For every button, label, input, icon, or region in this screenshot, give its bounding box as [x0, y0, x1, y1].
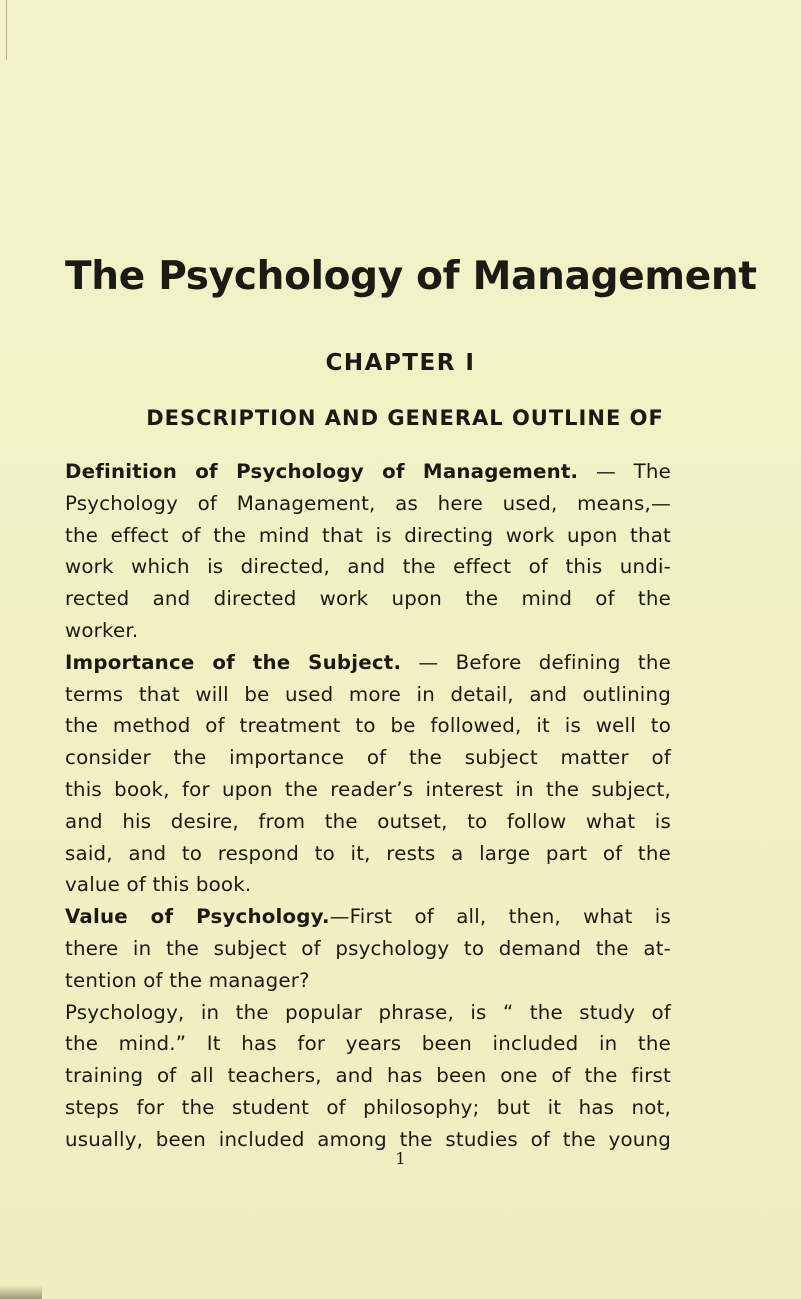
text-line: — The: [578, 460, 671, 483]
paragraph-heading: Definition of Psychology of Management.: [65, 460, 579, 483]
chapter-title: DESCRIPTION AND GENERAL OUTLINE OF: [146, 406, 664, 430]
text-line: this book, for upon the reader’s interest in the subject,: [65, 777, 671, 801]
text-line: the method of treatment to be followed, it is well to: [65, 714, 671, 738]
text-line: worker.: [65, 618, 139, 642]
text-line: there in the subject of psychology to demand the at-: [65, 936, 671, 960]
paragraph-3-line-1: [65, 901, 671, 933]
paragraph-1-line-1: [65, 456, 671, 488]
page-number: 1: [395, 1149, 406, 1168]
text-line: consider the importance of the subject matter of: [65, 746, 671, 770]
text-line: terms that will be used more in detail, and outlining: [65, 682, 671, 706]
text-line: the effect of the mind that is directing work upon that: [65, 523, 671, 547]
text-line: — Before defining the: [401, 650, 671, 674]
book-title: The Psychology of Management: [65, 254, 757, 299]
text-line: —First of all, then, what is: [329, 905, 671, 929]
text-line: said, and to respond to it, rests a large part of the: [65, 841, 671, 865]
paragraph-heading: Importance of the Subject.: [65, 650, 402, 674]
text-line: training of all teachers, and has been one of the first: [65, 1064, 671, 1088]
page-corner-shadow: [0, 1285, 42, 1299]
text-line: usually, been included among the studies of the young: [65, 1127, 671, 1151]
body-text: [65, 456, 671, 1156]
page-edge-mark: [6, 0, 7, 60]
text-line: rected and directed work upon the mind of the: [65, 587, 671, 611]
paragraph-2-line-1: [65, 647, 671, 679]
text-line: Psychology of Management, as here used, means,—: [65, 491, 671, 515]
text-line: Psychology, in the popular phrase, is “ the study of: [65, 1000, 671, 1024]
paragraph-heading: Value of Psychology.: [65, 905, 330, 929]
text-line: value of this book.: [65, 873, 252, 897]
text-line: the mind.” It has for years been included in the: [65, 1032, 671, 1056]
text-line: steps for the student of philosophy; but it has not,: [65, 1095, 671, 1119]
text-line: tention of the manager?: [65, 968, 310, 992]
text-line: work which is directed, and the effect of this undi-: [65, 555, 671, 579]
chapter-number: CHAPTER I: [325, 350, 476, 376]
text-line: and his desire, from the outset, to follow what is: [65, 809, 671, 833]
